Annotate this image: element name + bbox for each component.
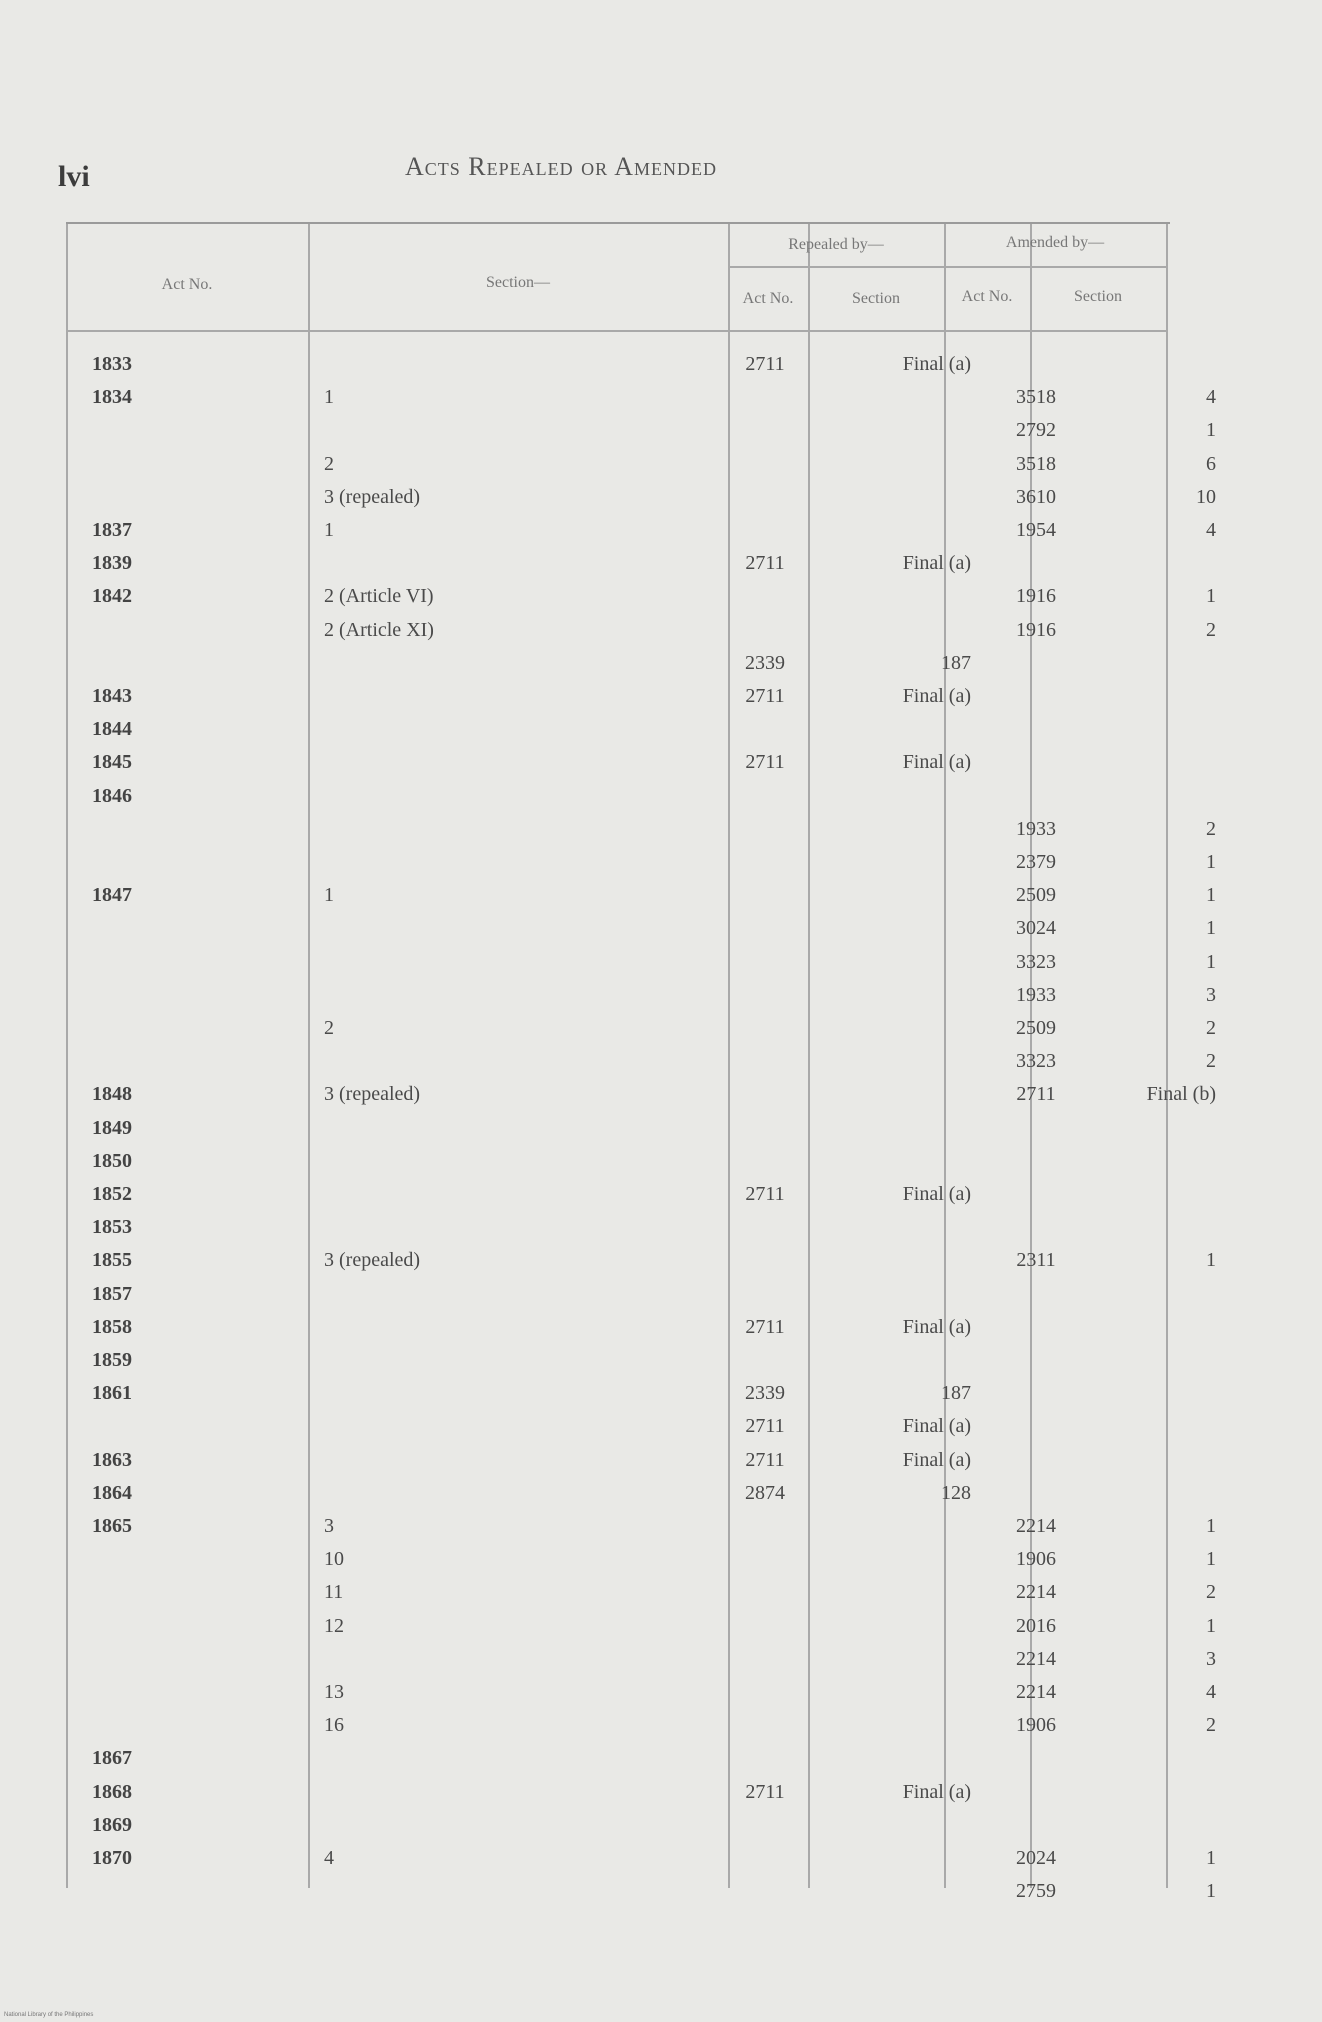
table-row [66,348,1170,381]
act-number-cell: 1842 [92,585,132,608]
table-row [66,1145,1170,1178]
table-row [66,1278,1170,1311]
header-divider [728,266,944,268]
table-row [66,1211,1170,1244]
table-row [66,1344,1170,1377]
amended-act-cell: 2214 [1016,1581,1056,1604]
amended-section-cell: 1 [1206,1548,1216,1571]
repealed-section-cell: Final (a) [902,1780,971,1803]
header-section: Section— [486,274,550,291]
amended-section-cell: 1 [1206,1515,1216,1537]
act-number-cell: 1869 [92,1813,132,1836]
header-bottom-rule [66,330,1166,332]
repealed-section-cell: 187 [941,651,971,674]
amended-act-cell: 2792 [1016,419,1056,442]
amended-section-cell: 1 [1206,585,1216,608]
amended-section-cell: 6 [1206,452,1216,475]
table-row [66,813,1216,846]
amended-act-cell: 3518 [1016,386,1056,409]
repealed-act-cell: 2711 [745,685,785,707]
table-row [66,946,1216,979]
header-repealed-section: Section [852,290,900,307]
act-number-cell: 1852 [92,1183,132,1205]
section-cell: 2 (Article VI) [324,585,434,608]
amended-section-cell: 3 [1206,1647,1216,1670]
repealed-section-cell: 187 [941,1382,971,1405]
amended-section-cell: 1 [1206,1249,1216,1272]
amended-section-cell: 4 [1206,519,1216,541]
amended-act-cell: 2379 [1016,851,1056,873]
table-row [66,547,1170,580]
section-cell: 1 [324,519,334,541]
act-number-cell: 1849 [92,1116,132,1139]
table-row [66,1045,1216,1078]
act-number-cell: 1863 [92,1448,132,1471]
amended-act-cell: 2214 [1016,1681,1056,1703]
amended-section-cell: 4 [1206,386,1216,409]
amended-act-cell: 1916 [1016,585,1056,608]
amended-act-cell: 3610 [1016,485,1056,508]
table-row [66,448,1216,481]
amended-section-cell: 1 [1206,419,1216,442]
table-row [66,780,1170,813]
amended-section-cell: 2 [1206,1714,1216,1737]
amended-act-cell: 1933 [1016,983,1056,1006]
table-row [66,514,1216,547]
section-cell: 16 [324,1714,344,1737]
section-cell: 11 [324,1581,344,1604]
repealed-section-cell: Final (a) [902,685,971,707]
amended-section-cell: 4 [1206,1681,1216,1703]
amended-section-cell: 1 [1206,1880,1216,1903]
amended-act-cell: 2311 [1016,1249,1056,1272]
page-title: Acts Repealed or Amended [405,152,717,181]
amended-section-cell: 1 [1206,851,1216,873]
amended-section-cell: 2 [1206,817,1216,840]
table-row [66,481,1216,514]
amended-act-cell: 1906 [1016,1714,1056,1737]
repealed-section-cell: Final (a) [902,552,971,575]
amended-section-cell: 2 [1206,1017,1216,1039]
repealed-act-cell: 2711 [745,1183,785,1205]
repealed-section-cell: Final (a) [902,353,971,375]
table-row [66,680,1170,713]
table-row [66,614,1216,647]
amended-section-cell: 1 [1206,884,1216,907]
amended-section-cell: 10 [1196,485,1216,508]
repealed-act-cell: 2339 [745,1382,785,1405]
amended-act-cell: 1916 [1016,618,1056,641]
repealed-act-cell: 2874 [745,1481,785,1504]
section-cell: 13 [324,1681,344,1703]
table-row [66,647,1170,680]
amended-act-cell: 1933 [1016,817,1056,840]
table-row [66,1543,1216,1576]
table-row [66,1776,1170,1809]
amended-act-cell: 1906 [1016,1548,1056,1571]
act-number-cell: 1865 [92,1515,132,1537]
table-row [66,1676,1216,1709]
footer-credit: National Library of the Philippines [4,2012,94,2018]
acts-table [66,222,1216,1903]
table-row [66,746,1170,779]
table-row [66,1709,1216,1742]
section-cell: 3 (repealed) [324,485,421,508]
repealed-act-cell: 2711 [745,751,785,774]
table-row [66,1576,1216,1609]
table-row [66,580,1216,613]
act-number-cell: 1858 [92,1315,132,1338]
amended-act-cell: 2214 [1016,1515,1056,1537]
repealed-section-cell: Final (a) [902,1183,971,1205]
repealed-act-cell: 2711 [745,552,785,575]
amended-section-cell: 3 [1206,983,1216,1006]
amended-act-cell: 3323 [1016,1050,1056,1073]
table-row [66,381,1216,414]
table-row [66,1244,1216,1277]
amended-act-cell: 3323 [1016,950,1056,973]
amended-section-cell: 2 [1206,618,1216,641]
section-cell: 3 [324,1515,334,1537]
act-number-cell: 1868 [92,1780,132,1803]
act-number-cell: 1833 [92,353,132,375]
table-row [66,846,1216,879]
section-cell: 2 [324,1017,334,1039]
table-row [66,1610,1216,1643]
repealed-act-cell: 2339 [745,651,785,674]
header-repealed-by: Repealed by— [788,236,884,253]
act-number-cell: 1848 [92,1083,132,1106]
table-row [66,1510,1216,1543]
repealed-act-cell: 2711 [745,353,785,375]
table-row [66,713,1170,746]
amended-act-cell: 2016 [1016,1614,1056,1637]
act-number-cell: 1845 [92,751,132,774]
amended-act-cell: 2509 [1016,884,1056,907]
header-amended-act-no: Act No. [961,288,1013,305]
table-row [66,1742,1170,1775]
header-amended-by: Amended by— [1005,234,1105,251]
amended-section-cell: Final (b) [1146,1083,1216,1106]
repealed-act-cell: 2711 [745,1448,785,1471]
repealed-section-cell: Final (a) [902,751,971,774]
table-row [66,1643,1216,1676]
header-act-no: Act No. [161,276,213,293]
section-cell: 1 [324,386,334,409]
act-number-cell: 1834 [92,386,132,409]
section-cell: 2 (Article XI) [324,618,434,641]
table-row [66,1410,1170,1443]
act-number-cell: 1850 [92,1149,132,1172]
amended-section-cell: 1 [1206,917,1216,940]
act-number-cell: 1864 [92,1481,132,1504]
table-row [66,1178,1170,1211]
amended-section-cell: 2 [1206,1581,1216,1604]
amended-section-cell: 1 [1206,1847,1216,1869]
table-row [66,414,1216,447]
repealed-section-cell: 128 [941,1481,971,1504]
table-row [66,912,1216,945]
page-number: lvi [58,160,90,193]
repealed-act-cell: 2711 [745,1315,785,1338]
act-number-cell: 1861 [92,1382,132,1405]
header-repealed-act-no: Act No. [742,290,794,307]
header-amended-section: Section [1074,288,1122,305]
table-row [66,1809,1170,1842]
amended-act-cell: 2024 [1016,1847,1056,1869]
table-row [66,1377,1170,1410]
table-row [66,1078,1216,1111]
table-row [66,879,1216,912]
act-number-cell: 1837 [92,519,132,541]
table-row [66,1311,1170,1344]
amended-act-cell: 2711 [1016,1083,1056,1106]
repealed-section-cell: Final (a) [902,1448,971,1471]
section-cell: 4 [324,1847,334,1869]
table-row [66,1012,1216,1045]
amended-act-cell: 3518 [1016,452,1056,475]
table-row [66,1842,1216,1875]
act-number-cell: 1844 [92,718,132,741]
table-row [66,1875,1216,1908]
act-number-cell: 1855 [92,1249,132,1272]
amended-act-cell: 3024 [1016,917,1056,940]
act-number-cell: 1853 [92,1216,132,1239]
header-divider [944,266,1166,268]
repealed-act-cell: 2711 [745,1415,785,1438]
table-row [66,1444,1170,1477]
amended-act-cell: 1954 [1016,519,1056,541]
section-cell: 2 [324,452,334,475]
act-number-cell: 1847 [92,884,132,907]
act-number-cell: 1839 [92,552,132,575]
act-number-cell: 1857 [92,1282,132,1305]
repealed-act-cell: 2711 [745,1780,785,1803]
act-number-cell: 1846 [92,784,132,807]
table-row [66,1112,1170,1145]
act-number-cell: 1859 [92,1349,132,1371]
amended-act-cell: 2759 [1016,1880,1056,1903]
repealed-section-cell: Final (a) [902,1415,971,1438]
amended-section-cell: 1 [1206,950,1216,973]
table-row [66,1477,1170,1510]
act-number-cell: 1843 [92,685,132,707]
section-cell: 3 (repealed) [324,1249,421,1272]
amended-act-cell: 2214 [1016,1647,1056,1670]
act-number-cell: 1870 [92,1847,132,1869]
section-cell: 10 [324,1548,344,1571]
act-number-cell: 1867 [92,1747,132,1770]
amended-section-cell: 2 [1206,1050,1216,1073]
repealed-section-cell: Final (a) [902,1315,971,1338]
section-cell: 3 (repealed) [324,1083,421,1106]
amended-section-cell: 1 [1206,1614,1216,1637]
section-cell: 12 [324,1614,344,1637]
section-cell: 1 [324,884,334,907]
table-row [66,979,1216,1012]
amended-act-cell: 2509 [1016,1017,1056,1039]
